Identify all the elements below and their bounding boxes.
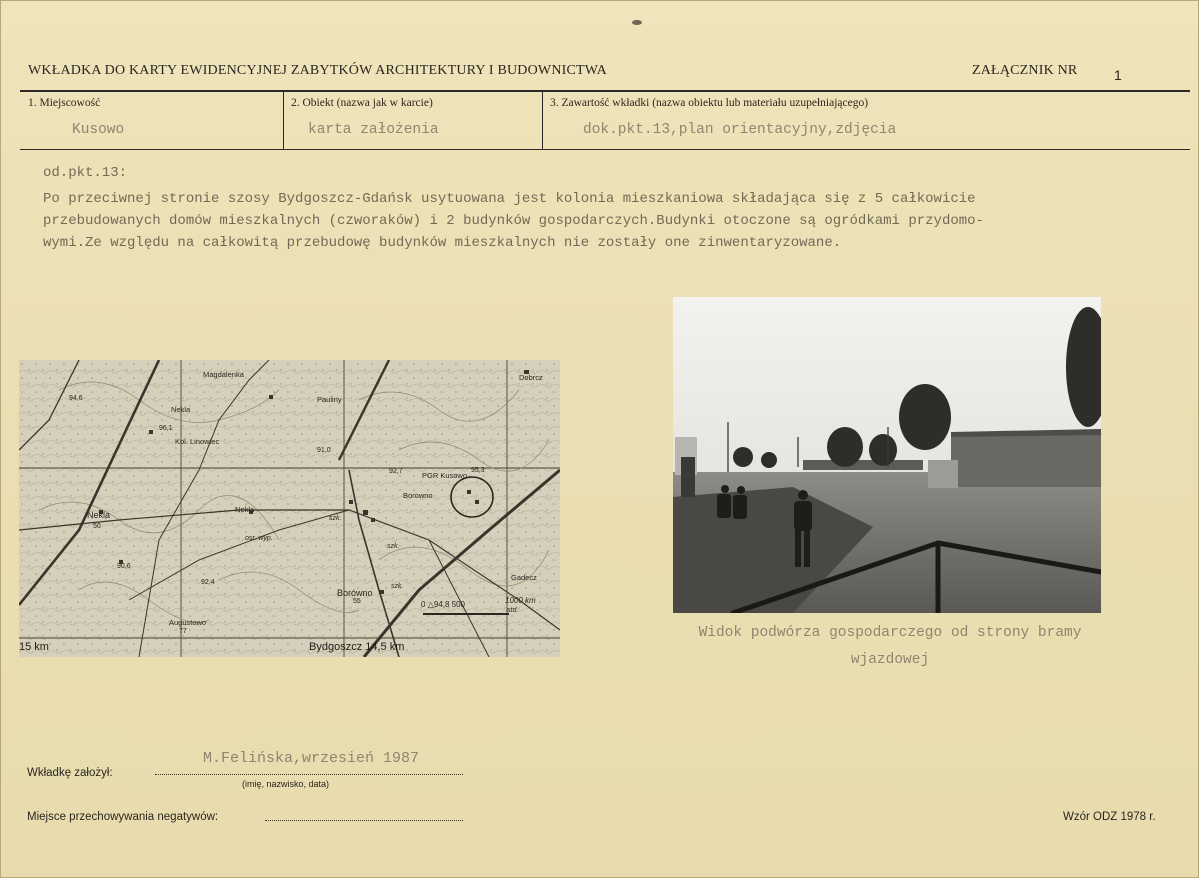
map-road-abbr: szk. bbox=[329, 515, 342, 522]
map-road-abbr: szk. bbox=[387, 543, 400, 550]
map-height: 55 bbox=[353, 598, 361, 605]
orientation-map bbox=[19, 360, 560, 657]
map-height: 96,1 bbox=[159, 425, 173, 432]
map-height: 50 bbox=[93, 523, 101, 530]
author-label: Wkładkę założył: bbox=[27, 767, 113, 779]
map-road-abbr: osr. wyp. bbox=[245, 535, 273, 542]
description-paragraph bbox=[43, 188, 1188, 254]
storage-line bbox=[265, 820, 463, 821]
storage-label: Miejsce przechowywania negatywów: bbox=[27, 811, 219, 823]
field-divider-1 bbox=[283, 92, 284, 149]
map-place-label: Pauliny bbox=[317, 395, 342, 404]
map-place-label: PGR Kusowo bbox=[422, 471, 468, 480]
object-label: 2. Obiekt (nazwa jak w karcie) bbox=[291, 97, 433, 109]
map-left-distance: 15 km bbox=[19, 641, 49, 653]
contents-label: 3. Zawartość wkładki (nazwa obiektu lub materiału uzupełniającego) bbox=[550, 97, 869, 109]
map-place-label: Nekla bbox=[235, 505, 255, 514]
map-scale-end: 1000 km bbox=[505, 596, 536, 605]
map-height: 94,6 bbox=[69, 395, 83, 402]
map-height: 77 bbox=[179, 628, 187, 635]
fields-rule bbox=[20, 149, 1190, 150]
section-heading: od.pkt.13: bbox=[43, 165, 128, 181]
map-place-label: Nekla bbox=[87, 510, 111, 520]
photo-caption-line: Widok podwórza gospodarczego od strony bramy bbox=[698, 625, 1082, 641]
map-place-label: Magdalenka bbox=[203, 370, 244, 379]
annex-label: ZAŁĄCZNIK NR bbox=[972, 63, 1078, 78]
photo-drawing bbox=[673, 297, 1101, 613]
map-height: 95,3 bbox=[471, 467, 485, 474]
sheet-title: WKŁADKA DO KARTY EWIDENCYJNEJ ZABYTKÓW ARCHITEKTURY I BUDOWNICTWA bbox=[28, 63, 607, 78]
map-height: 91,0 bbox=[317, 447, 331, 454]
map-height: 92,7 bbox=[389, 468, 403, 475]
field-divider-2 bbox=[542, 92, 543, 149]
barn bbox=[951, 432, 1101, 487]
author-line bbox=[155, 774, 463, 775]
locality-value: Kusowo bbox=[72, 122, 125, 138]
map-place-label: Gadecz bbox=[511, 573, 537, 582]
form-code: Wzór ODZ 1978 r. bbox=[1063, 811, 1156, 823]
map-place-label: Kol. Linowiec bbox=[175, 437, 220, 446]
author-value: M.Felińska,wrzesień 1987 bbox=[203, 750, 420, 767]
description-line: Po przeciwnej stronie szosy Bydgoszcz-Gdańsk usytuowana jest kolonia mieszkaniowa składająca się z 5 całkowicie bbox=[43, 191, 976, 207]
map-drawing bbox=[19, 360, 560, 657]
courtyard-photo bbox=[673, 297, 1101, 613]
contents-value: dok.pkt.13,plan orientacyjny,zdjęcia bbox=[583, 122, 897, 138]
map-bottom-distance: Bydgoszcz 14,5 km bbox=[309, 641, 405, 653]
map-place-label: Augustowo bbox=[169, 618, 207, 627]
map-height: 92,4 bbox=[201, 579, 215, 586]
map-road-abbr: std. bbox=[507, 607, 519, 614]
map-place-label: Borowno bbox=[403, 491, 433, 500]
header-rule bbox=[20, 90, 1190, 92]
annex-number: 1 bbox=[1114, 67, 1122, 83]
map-road-abbr: szk. bbox=[391, 583, 404, 590]
description-line: wymi.Ze względu na całkowitą przebudowę budynków mieszkalnych nie zostały one zinwentaryzowane. bbox=[43, 235, 842, 251]
map-height: 90,6 bbox=[117, 563, 131, 570]
map-place-label: Borówno bbox=[337, 588, 373, 598]
punch-mark bbox=[632, 20, 642, 25]
map-place-label: Dobrcz bbox=[519, 373, 543, 382]
map-place-label: Nekla bbox=[171, 405, 191, 414]
photo-caption-line: wjazdowej bbox=[850, 652, 930, 668]
author-hint: (imię, nazwisko, data) bbox=[242, 779, 330, 789]
object-value: karta założenia bbox=[308, 122, 439, 138]
locality-label: 1. Miejscowość bbox=[28, 97, 101, 109]
description-line: przebudowanych domów mieszkalnych (czworaków) i 2 budynków gospodarczych.Budynki otoczone są ogródkami przydomo- bbox=[43, 213, 984, 229]
map-scale-label: 0 △94,8 500 bbox=[421, 600, 465, 609]
